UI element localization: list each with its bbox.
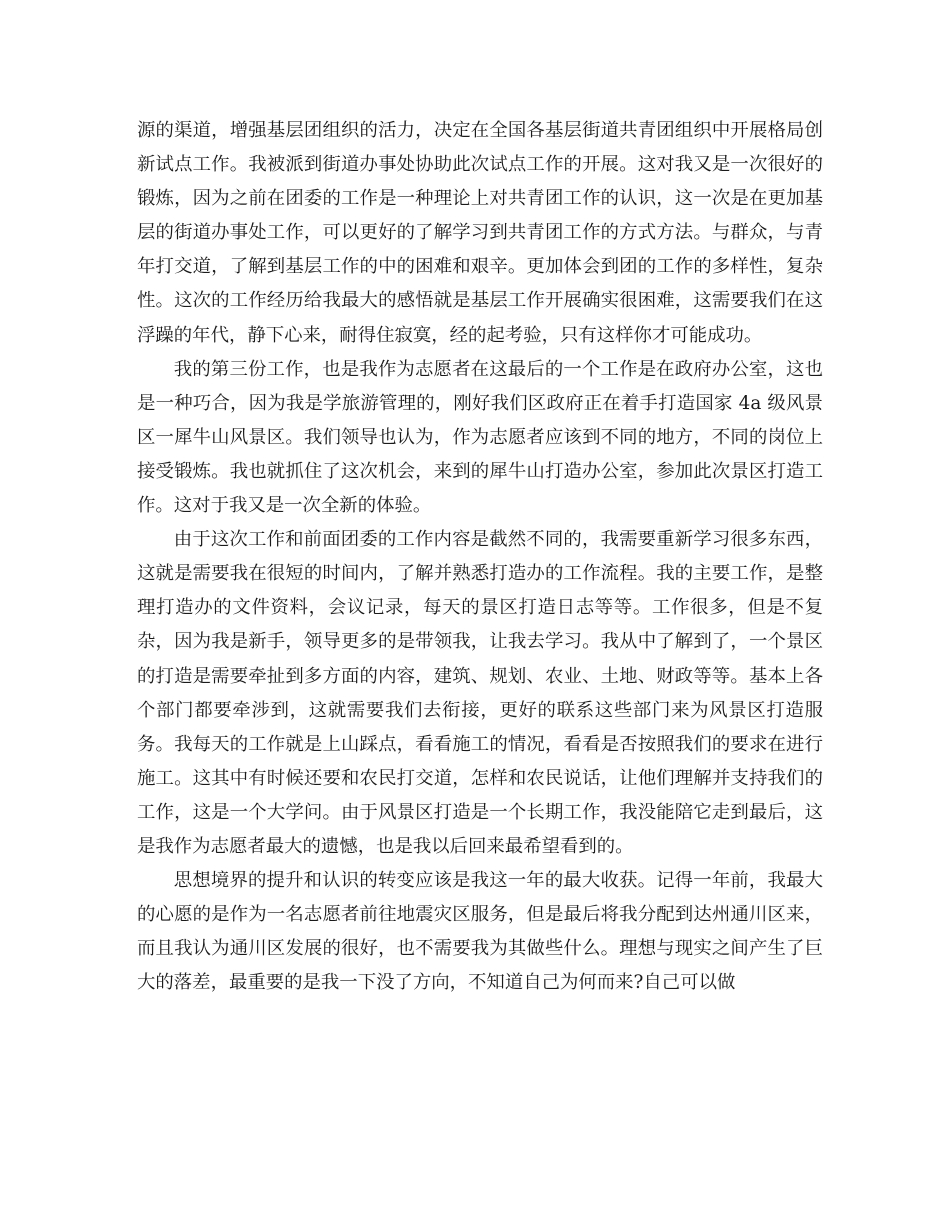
paragraph-continued: 源的渠道，增强基层团组织的活力，决定在全国各基层街道共青团组织中开展格局创新试点工作。我被派到街道办事处协助此次试点工作的开展。这对我又是一次很好的锻炼，因为之前在团委的工作是一种理论上对共青团工作的认识，这一次是在更加基层的街道办事处工作，可以更好的了解学习到共青团工作的方式方法。与群众，与青年打交道，了解到基层工作的中的困难和艰辛。更加体会到团的工作的多样性，复杂性。这次的工作经历给我最大的感悟就是基层工作开展确实很困难，这需要我们在这浮躁的年代，静下心来，耐得住寂寞，经的起考验，只有这样你才可能成功。 [137,120,823,346]
paragraph-third-job: 我的第三份工作，也是我作为志愿者在这最后的一个工作是在政府办公室，这也是一种巧合，因为我是学旅游管理的，刚好我们区政府正在着手打造国家 4a 级风景区一犀牛山风景区。我们领导也认为，作为志愿者应该到不同的地方，不同的岗位上接受锻炼。我也就抓住了这次机会，来到的犀牛山打造办公室，参加此次景区打造工作。这对于我又是一次全新的体验。 [137,358,823,517]
body-text [137,114,823,1000]
paragraph-mindset-change: 思想境界的提升和认识的转变应该是我这一年的最大收获。记得一年前，我最大的心愿的是作为一名志愿者前往地震灾区服务，但是最后将我分配到达州通川区来，而且我认为通川区发展的很好，也不需要我为其做些什么。理想与现实之间产生了巨大的落差，最重要的是我一下没了方向，不知道自己为何而来?自己可以做 [137,870,823,994]
paragraph-scenic-area-work: 由于这次工作和前面团委的工作内容是截然不同的，我需要重新学习很多东西，这就是需要我在很短的时间内，了解并熟悉打造办的工作流程。我的主要工作，是整理打造办的文件资料，会议记录，每天的景区打造日志等等。工作很多，但是不复杂，因为我是新手，领导更多的是带领我，让我去学习。我从中了解到了，一个景区的打造是需要牵扯到多方面的内容，建筑、规划、农业、土地、财政等等。基本上各个部门都要牵涉到，这就需要我们去衔接，更好的联系这些部门来为风景区打造服务。我每天的工作就是上山踩点，看看施工的情况，看看是否按照我们的要求在进行施工。这其中有时候还要和农民打交道，怎样和农民说话，让他们理解并支持我们的工作，这是一个大学问。由于风景区打造是一个长期工作，我没能陪它走到最后，这是我作为志愿者最大的遗憾，也是我以后回来最希望看到的。 [137,529,823,857]
